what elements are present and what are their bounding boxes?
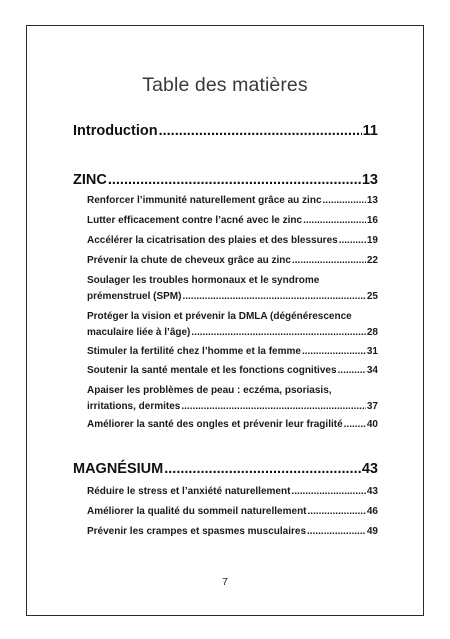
dot-leader: [308, 506, 366, 517]
toc-page-number: 43: [361, 461, 378, 477]
toc-section[interactable]: [87, 255, 378, 266]
dot-leader: [292, 255, 366, 266]
toc-section[interactable]: [87, 215, 378, 226]
dot-leader: [344, 419, 366, 430]
toc-section-label: Soutenir la santé mentale et les fonctions cognitives: [87, 365, 337, 376]
toc-section-label: Apaiser les problèmes de peau : eczéma, psoriasis,: [87, 385, 332, 396]
toc-section-label-continued: irritations, dermites: [87, 401, 181, 412]
toc-page-number: 34: [366, 365, 378, 376]
dot-leader: [323, 195, 366, 206]
toc-section-label-continued: prémenstruel (SPM): [87, 291, 182, 302]
toc-chapter-label: Introduction: [73, 123, 158, 139]
page-number: 7: [222, 576, 228, 588]
dot-leader: [108, 172, 361, 188]
dot-leader: [181, 401, 366, 412]
dot-leader: [339, 235, 366, 246]
toc-page-number: 37: [366, 401, 378, 412]
toc-page-number: 13: [366, 195, 378, 206]
toc-section-label-continued: maculaire liée à l’âge): [87, 327, 191, 338]
toc-section[interactable]: [87, 275, 378, 302]
toc-section[interactable]: [87, 195, 378, 206]
toc-section-label: Prévenir les crampes et spasmes musculaires: [87, 526, 307, 537]
dot-leader: [291, 486, 365, 497]
toc-section[interactable]: [87, 486, 378, 497]
toc-chapter-magnesium[interactable]: [73, 461, 378, 477]
dot-leader: [182, 291, 365, 302]
toc-page-number: 16: [366, 215, 378, 226]
toc-section-label: Prévenir la chute de cheveux grâce au zinc: [87, 255, 291, 266]
toc-section-label: Protéger la vision et prévenir la DMLA (dégénérescence: [87, 311, 352, 322]
dot-leader: [302, 346, 366, 357]
toc-section-label: Réduire le stress et l’anxiété naturellement: [87, 486, 291, 497]
toc-section-label: Accélérer la cicatrisation des plaies et des blessures: [87, 235, 338, 246]
toc-chapter-introduction[interactable]: [73, 123, 378, 139]
page-title: Table des matières: [142, 74, 308, 96]
toc-section[interactable]: [87, 385, 378, 412]
dot-leader: [159, 123, 362, 139]
toc-section[interactable]: [87, 346, 378, 357]
toc-section-label: Stimuler la fertilité chez l’homme et la femme: [87, 346, 301, 357]
toc-page-number: 11: [362, 123, 378, 139]
toc-page-number: 28: [366, 327, 378, 338]
toc-section-label: Améliorer la qualité du sommeil naturellement: [87, 506, 307, 517]
toc-section-label: Lutter efficacement contre l’acné avec le zinc: [87, 215, 303, 226]
toc-page-number: 19: [366, 235, 378, 246]
toc-page-number: 13: [361, 172, 378, 188]
toc-chapter-label: ZINC: [73, 172, 107, 188]
toc-section[interactable]: [87, 311, 378, 338]
dot-leader: [164, 461, 361, 477]
toc-page-number: 40: [366, 419, 378, 430]
toc-section[interactable]: [87, 365, 378, 376]
toc-section-label: Améliorer la santé des ongles et prévenir leur fragilité: [87, 419, 343, 430]
toc-page-number: 49: [366, 526, 378, 537]
toc-page-number: 25: [366, 291, 378, 302]
dot-leader: [191, 327, 365, 338]
toc-chapter-label: MAGNÉSIUM: [73, 461, 164, 477]
toc-page-number: 22: [366, 255, 378, 266]
toc-section-label: Soulager les troubles hormonaux et le syndrome: [87, 275, 320, 286]
toc-section[interactable]: [87, 526, 378, 537]
toc-section[interactable]: [87, 235, 378, 246]
toc-page-number: 31: [366, 346, 378, 357]
toc-page-number: 46: [366, 506, 378, 517]
dot-leader: [307, 526, 366, 537]
toc-chapter-zinc[interactable]: [73, 172, 378, 188]
dot-leader: [303, 215, 366, 226]
dot-leader: [338, 365, 366, 376]
toc-section[interactable]: [87, 506, 378, 517]
toc-section-label: Renforcer l’immunité naturellement grâce au zinc: [87, 195, 322, 206]
toc-section[interactable]: [87, 419, 378, 430]
toc-page-number: 43: [366, 486, 378, 497]
